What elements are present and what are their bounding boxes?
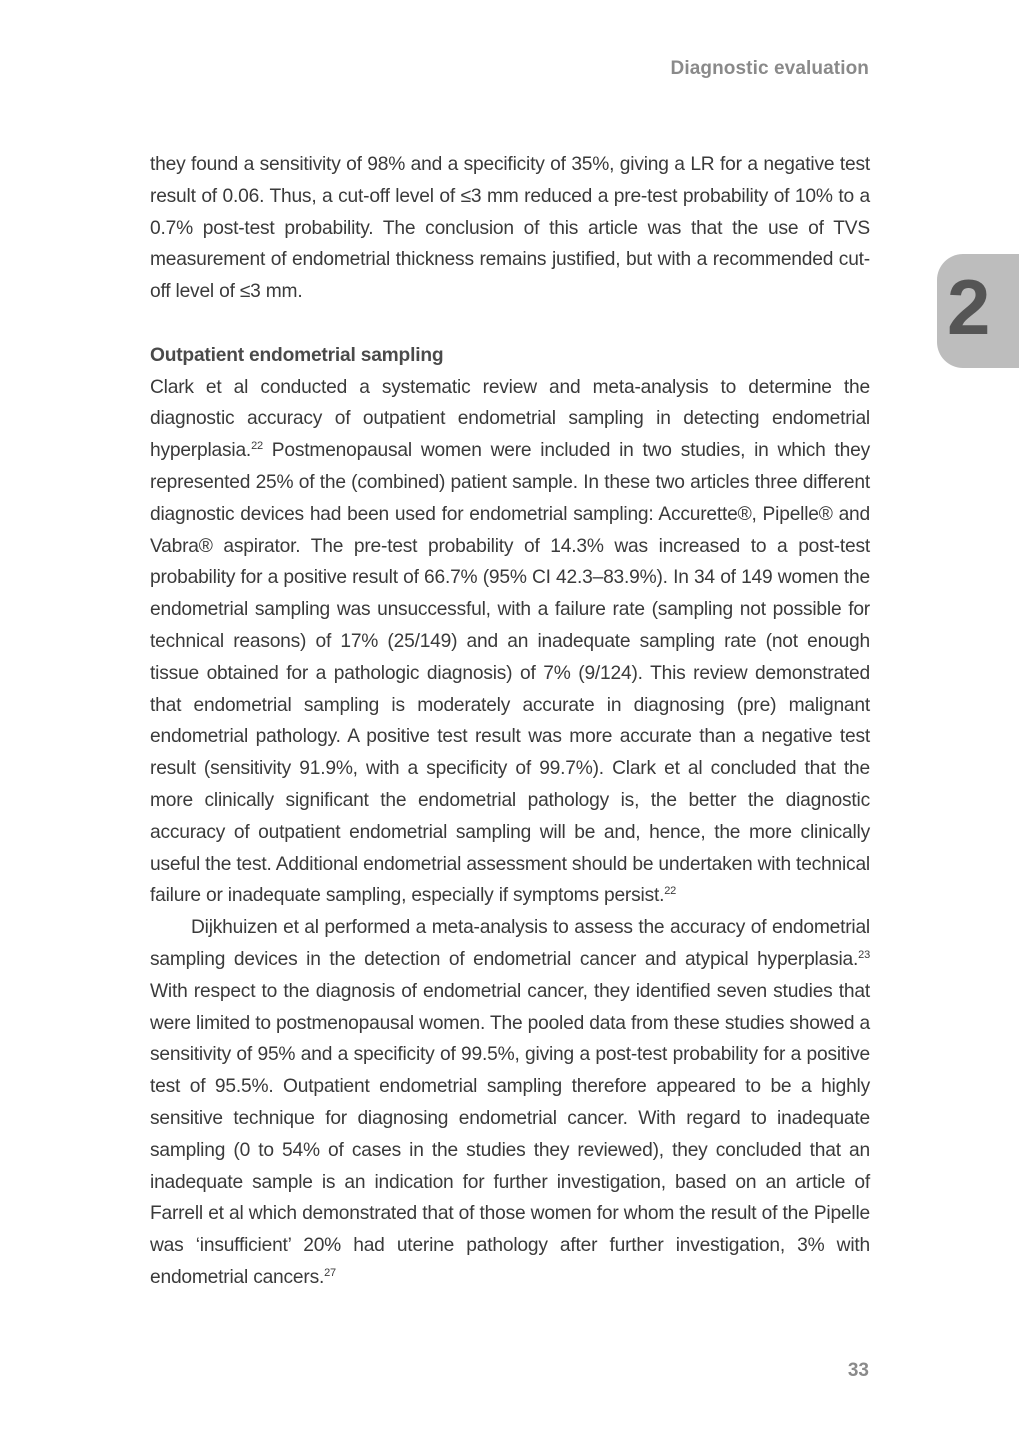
paragraph-text: Clark et al conducted a systematic review and meta-analysis to determine the diagnostic accuracy of outpatient endometrial sampling in detecting endometrial hyperplasia.	[150, 376, 870, 462]
paragraph-clark	[150, 372, 870, 913]
reference-superscript: 23	[858, 948, 870, 961]
paragraph-continuation: they found a sensitivity of 98% and a specificity of 35%, giving a LR for a negative test result of 0.06. Thus, a cut-off level of ≤3 mm reduced a pre-test probability of 10% to a 0.7% post-test probability. The conclusion of this article was that the use of TVS measurement of endometrial thickness remains justified, but with a recommended cut-off level of ≤3 mm.	[150, 154, 870, 303]
running-header: Diagnostic evaluation	[670, 58, 869, 79]
reference-superscript: 22	[251, 440, 263, 453]
paragraph-dijkhuizen	[150, 912, 870, 1294]
reference-superscript: 27	[324, 1266, 336, 1279]
reference-superscript: 22	[664, 885, 677, 898]
page-number: 33	[847, 1360, 869, 1381]
paragraph-text: With respect to the diagnosis of endometrial cancer, they identified seven studies that were limited to postmenopausal women. The pooled data from these studies showed a sensitivity of 95% and a specificity of 99.5%, giving a post-test probability for a positive test of 95.5%. Outpatient endometrial sampling therefore appeared to be a highly sensitive technique for diagnosing endometrial cancer. With regard to inadequate sampling (0 to 54% of cases in the studies they reviewed), they concluded that an inadequate sample is an indication for further investigation, based on an article of Farrell et al which demonstrated that of those women for whom the result of the Pipelle was ‘insufficient’ 20% had uterine pathology after further investigation, 3% with endometrial cancers.	[150, 980, 870, 1288]
paragraph-text: Dijkhuizen et al performed a meta-analysis to assess the accuracy of endometrial sampling devices in the detection of endometrial cancer and atypical hyperplasia.	[150, 917, 870, 970]
chapter-tab	[937, 254, 1019, 368]
section-heading: Outpatient endometrial sampling	[150, 344, 444, 366]
body-text	[150, 149, 870, 1294]
chapter-number: 2	[947, 263, 991, 351]
paragraph-text: Postmenopausal women were included in two studies, in which they represented 25% of the (combined) patient sample. In these two articles three different diagnostic devices had been used for endometrial sampling: Accurette®, Pipelle® and Vabra® aspirator. The pre-test probability of 14.3% was increased to a post-test probability for a positive result of 66.7% (95% CI 42.3–83.9%). In 34 of 149 women the endometrial sampling was unsuccessful, with a failure rate (sampling not possible for technical reasons) of 17% (25/149) and an inadequate sampling rate (not enough tissue obtained for a pathologic diagnosis) of 7% (9/124). This review demonstrated that endometrial sampling is moderately accurate in diagnosing (pre) malignant endometrial pathology. A positive test result was more accurate than a negative test result (sensitivity 91.9%, with a specificity of 99.7%). Clark et al concluded that the more clinically significant the endometrial pathology is, the better the diagnostic accuracy of outpatient endometrial sampling will be and, hence, the more clinically useful the test. Additional endometrial assessment should be undertaken with technical failure or inadequate sampling, especially if symptoms persist.	[150, 440, 870, 907]
